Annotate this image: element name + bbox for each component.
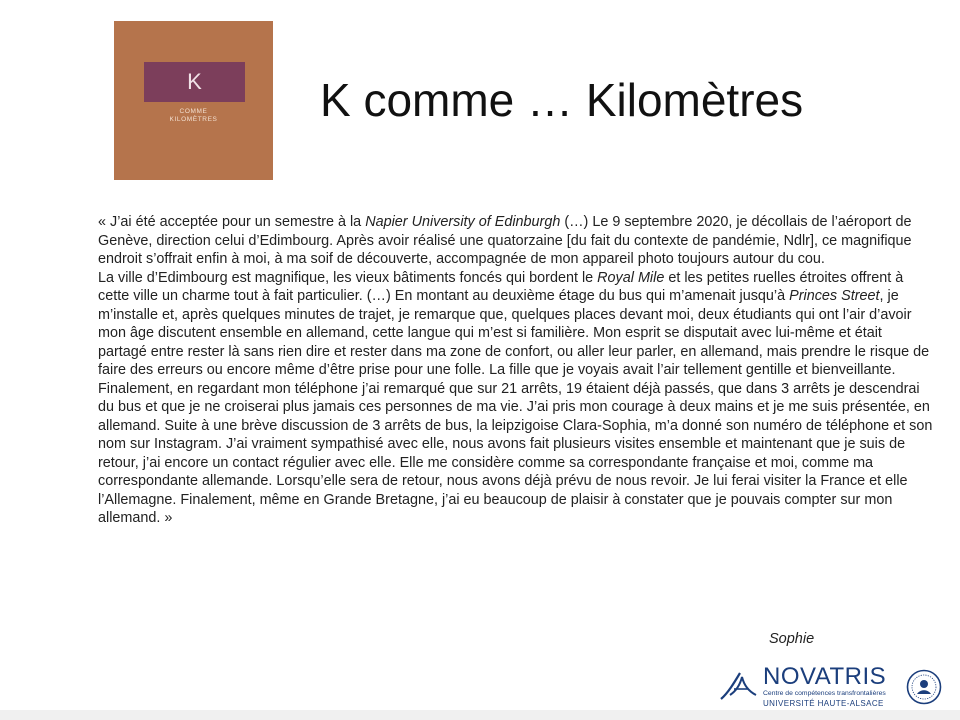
p2-text-b: et les petites ruelles étroites offrent à cette ville un charme tout à fait particulier. (…) En montant au deuxième étage du bus qui m’amenait jusqu’à bbox=[98, 269, 904, 304]
thumbnail-letter: K bbox=[187, 69, 202, 94]
paragraph-2 bbox=[98, 269, 934, 528]
novatris-logo bbox=[718, 663, 952, 713]
university-seal-icon bbox=[906, 669, 942, 705]
logo-university: UNIVERSITÉ HAUTE-ALSACE bbox=[763, 699, 884, 708]
thumbnail-caption-line1: COMME bbox=[179, 108, 208, 115]
p2-text-a: La ville d’Edimbourg est magnifique, les vieux bâtiments foncés qui bordent le bbox=[98, 269, 598, 286]
thumbnail-caption bbox=[114, 108, 273, 124]
signature: Sophie bbox=[769, 631, 815, 647]
p1-text-b: (…) Le 9 septembre 2020, je décollais de l’aéroport de Genève, direction celui d’Edimbourg. Après avoir réalisé une quatorzaine [du fait du contexte de pandémie, Ndlr], ce magnifique endroit s’offrait enfin à moi, à ma soif de découverte, accompagnée de mon appareil photo toujours autour du cou. bbox=[98, 214, 912, 267]
p2-italic-royal-mile: Royal Mile bbox=[597, 269, 665, 286]
p1-text-a: « J’ai été acceptée pour un semestre à la bbox=[98, 214, 366, 230]
paragraph-1 bbox=[98, 213, 934, 269]
p2-italic-princes-street: Princes Street bbox=[789, 288, 880, 304]
logo-name: NOVATRIS bbox=[763, 663, 887, 690]
thumbnail-caption-line2: KILOMÈTRES bbox=[169, 116, 218, 123]
p2-text-c: , je m’installe et, après quelques minutes de trajet, je remarque que, quelques places devant moi, deux étudiants qui ont l’air d’avoir mon âge discutent ensemble en allemand, cette langue qui m’est si familière. Mon esprit se disputait avec lui-même et était partagé entre rester là sans rien dire et rester dans ma zone de confort, ou aller leur parler, en allemand, mais prendre le risque de faire des erreurs ou encore même d’être prise pour une folle. La fille que je voyais avait l’air tellement gentille et bienveillante. Finalement, en regardant mon téléphone j’ai remarqué que sur 21 arrêts, 19 étaient déjà passés, que dans 3 arrêts je descendrai du bus et que je ne croiserai plus jamais ces personnes de ma vie. J’ai pris mon courage à deux mains et je me suis présentée, en allemand. Suite à une brève discussion de 3 arrêts de bus, la leipzigoise Clara-Sophia, m’a donné son numéro de téléphone et son nom sur Instagram. J’ai vraiment sympathisé avec elle, nous avons fait plusieurs visites ensemble et maintenant que je suis de retour, j’ai encore un contact régulier avec elle. Elle me considère comme sa correspondante française et moi, comme ma correspondante allemande. Lorsqu’elle sera de retour, nous avons déjà prévu de nous revoir. Je lui ferai visiter la France et elle l’Allemagne. Finalement, même en Grande Bretagne, j’ai eu beaucoup de plaisir à constater que je pouvais compter sur mon allemand. » bbox=[98, 288, 933, 526]
testimonial-text bbox=[98, 213, 934, 528]
footer-bar bbox=[0, 710, 960, 720]
thumbnail-letter-band bbox=[144, 62, 245, 102]
logo-tagline: Centre de compétences transfrontalières bbox=[763, 690, 886, 697]
p1-italic-university: Napier University of Edinburgh bbox=[365, 214, 561, 230]
novatris-mark-icon bbox=[718, 669, 760, 705]
slide-title: K comme … Kilomètres bbox=[320, 74, 804, 126]
kilometres-thumbnail bbox=[114, 21, 273, 180]
